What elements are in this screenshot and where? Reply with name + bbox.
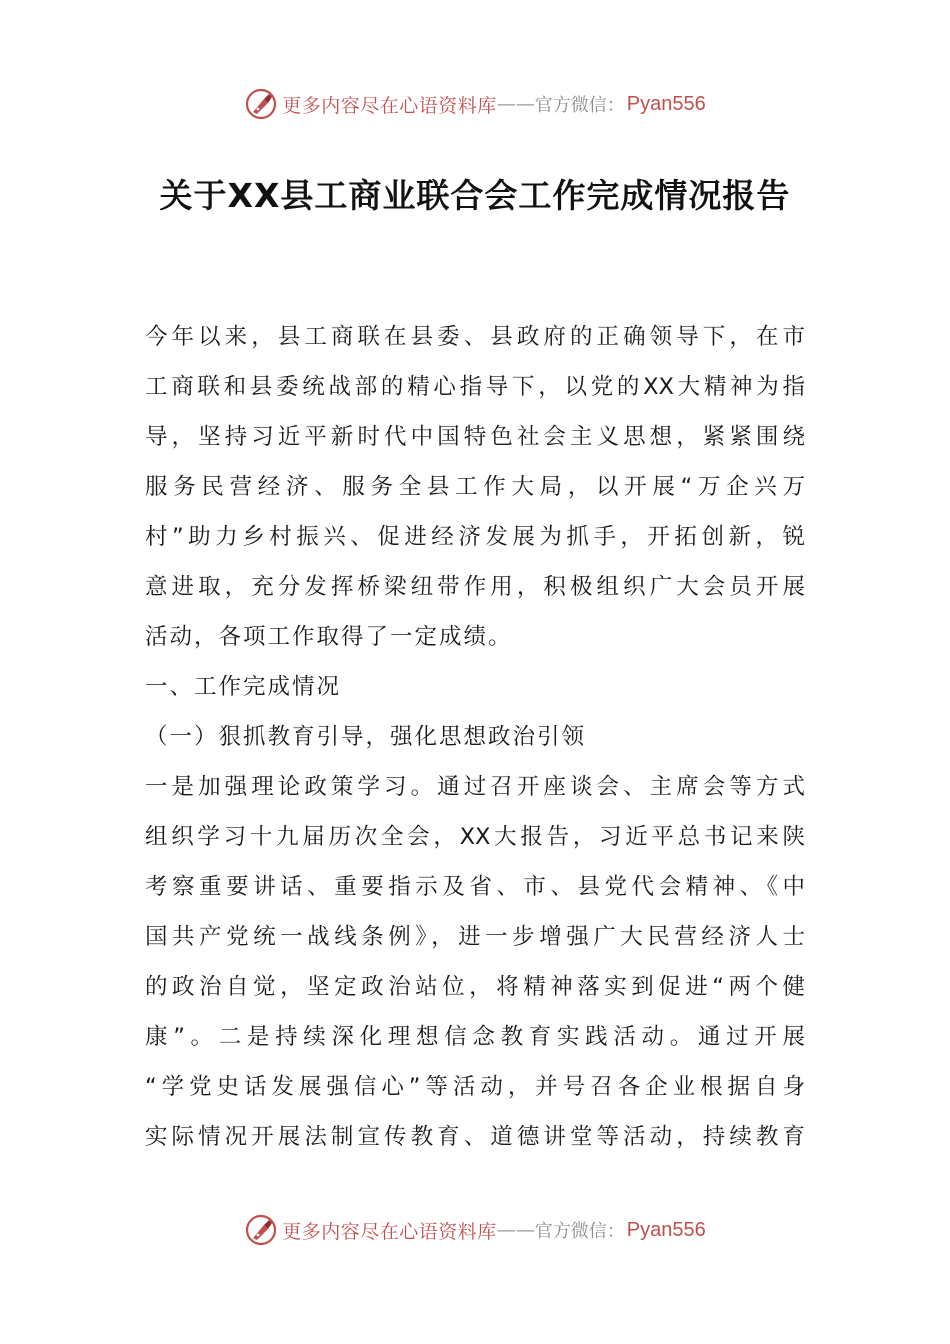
banner-text: 更多内容尽在心语资料库 xyxy=(282,94,497,117)
wechat-label: 官方微信： xyxy=(534,95,625,116)
body-line: 实际情况开展法制宣传教育、道德讲堂等活动，持续教育 xyxy=(145,1124,805,1150)
banner-separator: —— xyxy=(496,1219,535,1241)
header-banner xyxy=(0,82,950,126)
pen-nib-logo-icon xyxy=(244,87,278,121)
body-line: 考察重要讲话、重要指示及省、市、县党代会精神、《中 xyxy=(145,874,805,900)
document-body xyxy=(145,312,805,1162)
pen-nib-logo-icon xyxy=(244,1213,278,1247)
body-line: 活动，各项工作取得了一定成绩。 xyxy=(145,624,513,650)
subsection-heading: （一）狠抓教育引导，强化思想政治引领 xyxy=(145,724,587,750)
footer-banner xyxy=(0,1208,950,1252)
body-line: 村”助力乡村振兴、促进经济发展为抓手，开拓创新，锐 xyxy=(145,524,805,550)
document-title: 关于XX县工商业联合会工作完成情况报告 xyxy=(159,176,791,215)
body-line: 一是加强理论政策学习。通过召开座谈会、主席会等方式 xyxy=(145,774,805,800)
wechat-id: Pyan556 xyxy=(626,1218,706,1241)
body-line: 今年以来，县工商联在县委、县政府的正确领导下，在市 xyxy=(145,324,805,350)
body-line: “学党史话发展强信心”等活动，并号召各企业根据自身 xyxy=(145,1074,805,1100)
body-line: 导，坚持习近平新时代中国特色社会主义思想，紧紧围绕 xyxy=(145,424,805,450)
section-heading: 一、工作完成情况 xyxy=(145,674,342,700)
body-line: 意进取，充分发挥桥梁纽带作用，积极组织广大会员开展 xyxy=(145,574,805,600)
banner-text: 更多内容尽在心语资料库 xyxy=(282,1220,497,1243)
body-line: 康”。二是持续深化理想信念教育实践活动。通过开展 xyxy=(145,1024,805,1050)
wechat-id: Pyan556 xyxy=(626,92,706,115)
wechat-label: 官方微信： xyxy=(534,1221,625,1242)
body-line: 工商联和县委统战部的精心指导下，以党的XX大精神为指 xyxy=(145,374,805,400)
body-line: 服务民营经济、服务全县工作大局，以开展“万企兴万 xyxy=(145,474,805,500)
body-line: 的政治自觉，坚定政治站位，将精神落实到促进“两个健 xyxy=(145,974,805,1000)
body-line: 国共产党统一战线条例》，进一步增强广大民营经济人士 xyxy=(145,924,805,950)
banner-separator: —— xyxy=(496,93,535,115)
body-line: 组织学习十九届历次全会，XX大报告，习近平总书记来陕 xyxy=(145,824,805,850)
